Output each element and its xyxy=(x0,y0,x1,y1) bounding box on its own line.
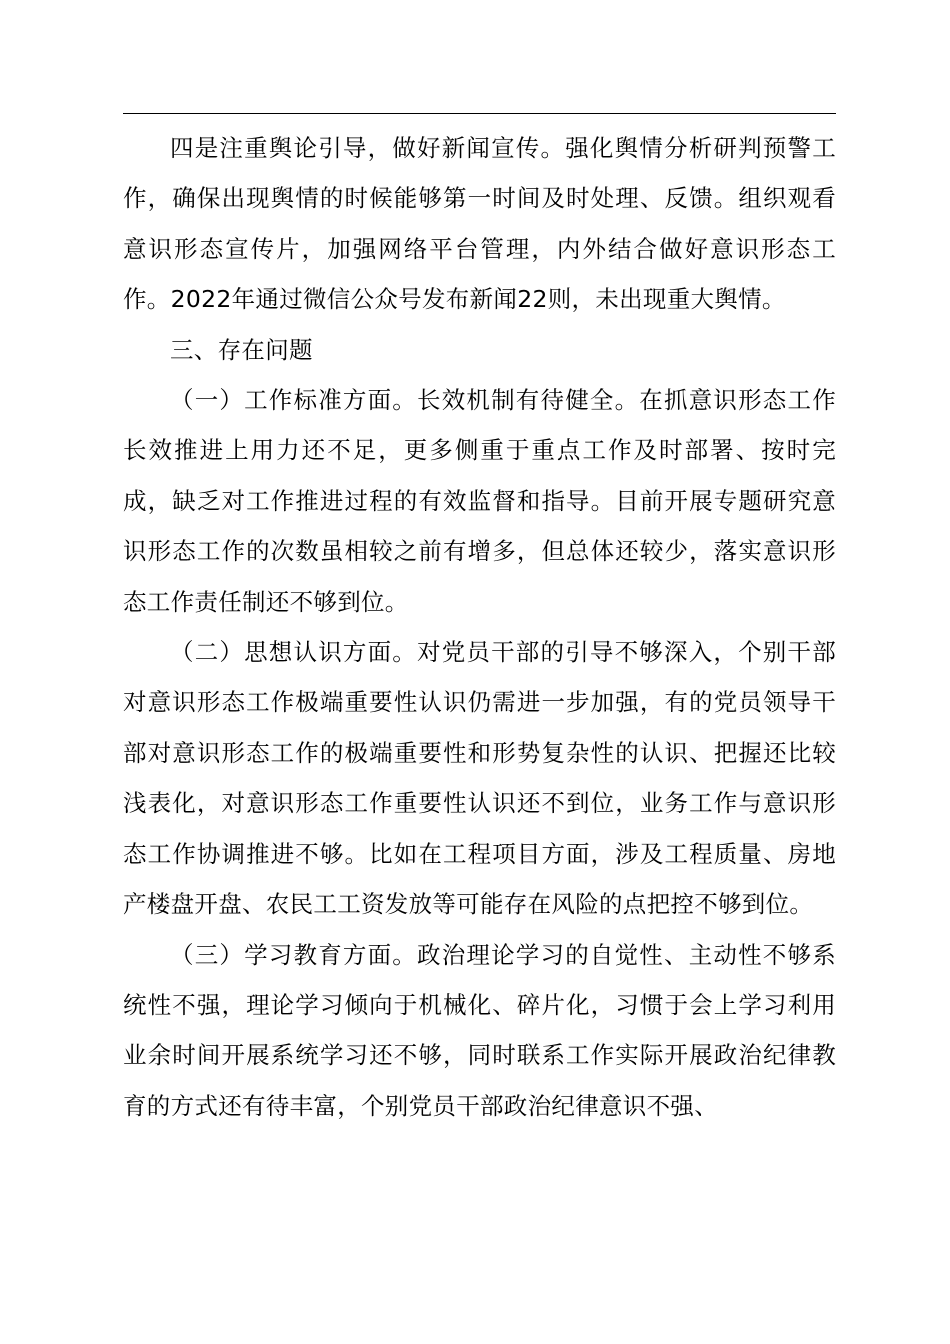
paragraph-study-education: （三）学习教育方面。政治理论学习的自觉性、主动性不够系统性不强，理论学习倾向于机械化、碎片化，习惯于会上学习利用业余时间开展系统学习还不够，同时联系工作实际开展政治纪律教育的方式还有待丰富，个别党员干部政治纪律意识不强、 xyxy=(123,940,836,1120)
paragraph-news-publicity: 四是注重舆论引导，做好新闻宣传。强化舆情分析研判预警工作，确保出现舆情的时候能够第一时间及时处理、反馈。组织观看意识形态宣传片，加强网络平台管理，内外结合做好意识形态工作。2022年通过微信公众号发布新闻22则，未出现重大舆情。 xyxy=(123,134,836,314)
document-body xyxy=(123,123,836,1131)
section-heading-existing-problems: 三、存在问题 xyxy=(170,335,313,364)
paragraph-work-standards: （一）工作标准方面。长效机制有待健全。在抓意识形态工作长效推进上用力还不足，更多侧重于重点工作及时部署、按时完成，缺乏对工作推进过程的有效监督和指导。目前开展专题研究意识形态工作的次数虽相较之前有增多，但总体还较少，落实意识形态工作责任制还不够到位。 xyxy=(123,386,836,616)
paragraph-ideological-awareness: （二）思想认识方面。对党员干部的引导不够深入，个别干部对意识形态工作极端重要性认识仍需进一步加强，有的党员领导干部对意识形态工作的极端重要性和形势复杂性的认识、把握还比较浅表化，对意识形态工作重要性认识还不到位，业务工作与意识形态工作协调推进不够。比如在工程项目方面，涉及工程质量、房地产楼盘开盘、农民工工资发放等可能存在风险的点把控不够到位。 xyxy=(123,638,836,919)
header-rule xyxy=(123,113,836,114)
